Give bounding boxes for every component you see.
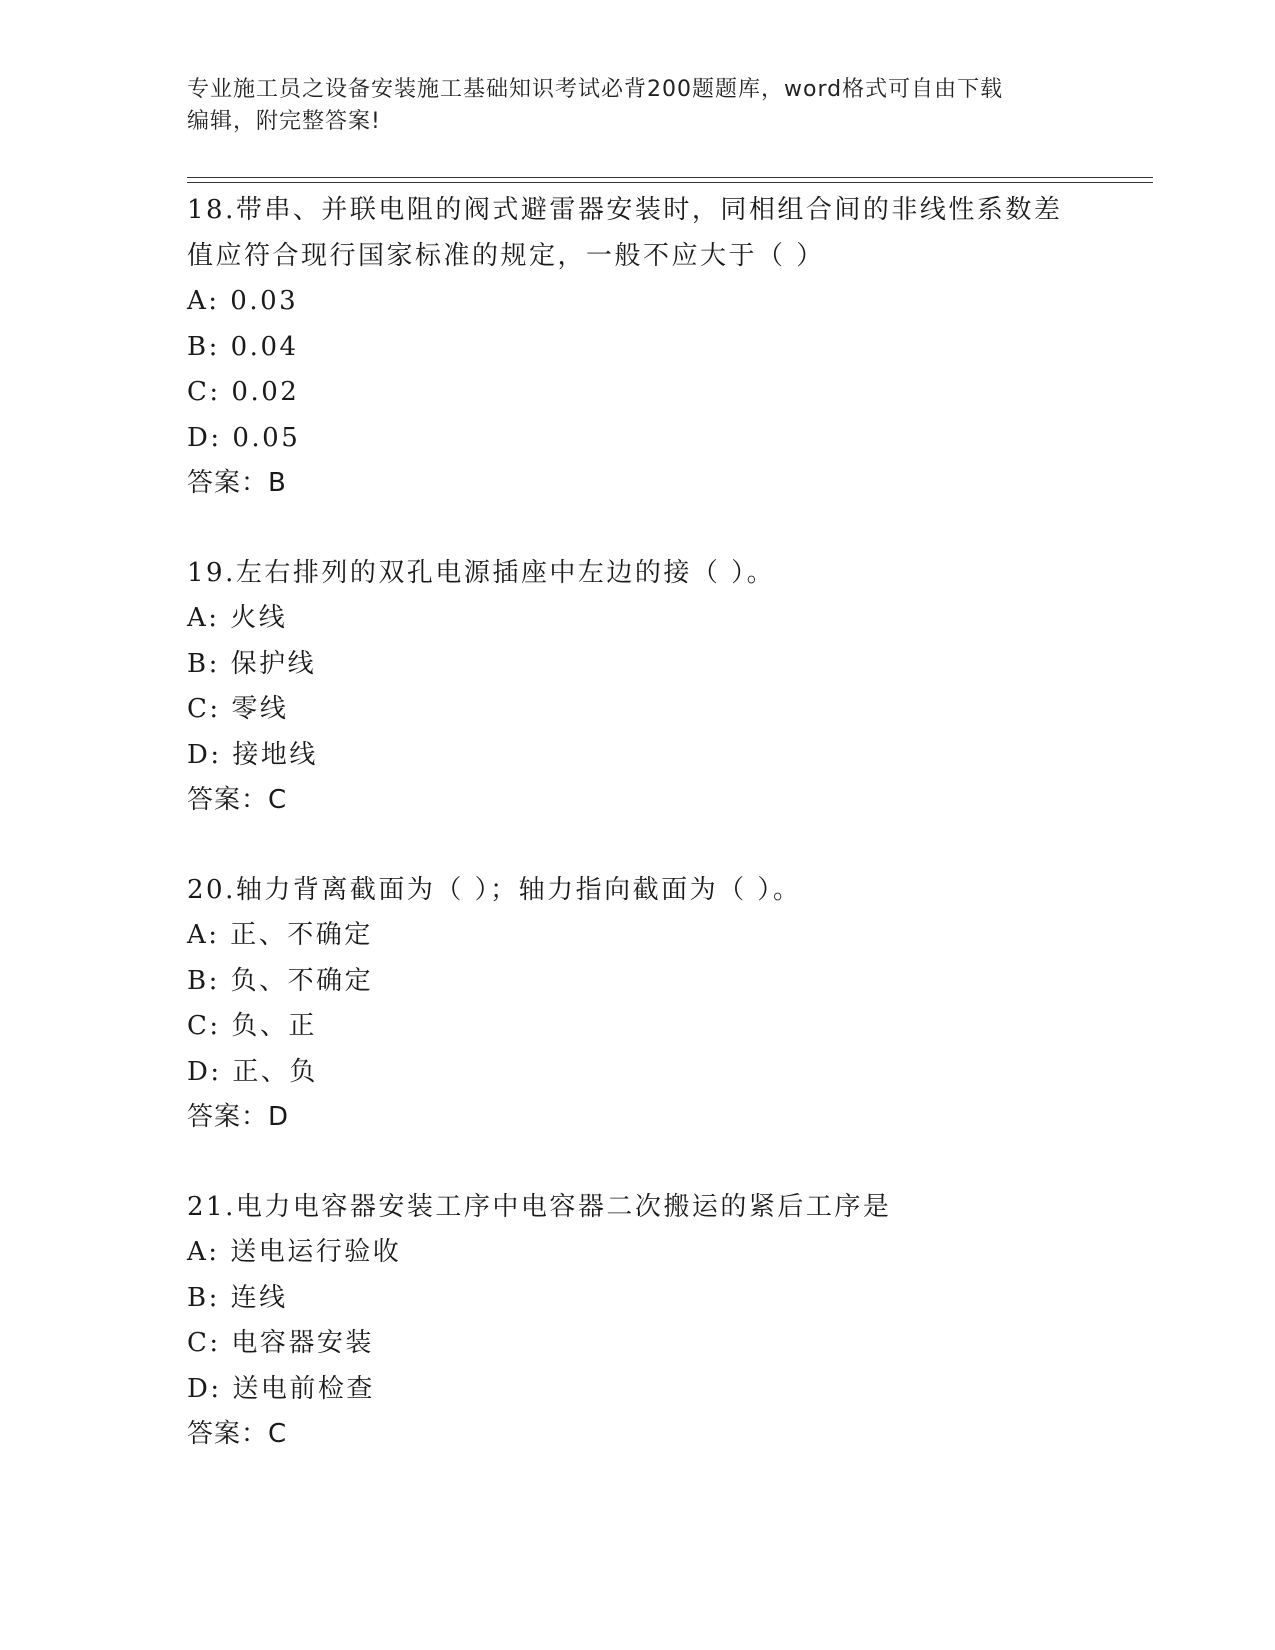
option-b: B: 保护线 (187, 648, 317, 679)
question-stem: 20.轴力背离截面为（ ）；轴力指向截面为（ ）。 (187, 874, 802, 905)
header-divider-top (187, 177, 1153, 178)
header-line-1: 专业施工员之设备安装施工基础知识考试必背200题题库，word格式可自由下载 (187, 77, 1004, 102)
question-list (187, 188, 1087, 1458)
question-spacer (187, 824, 1087, 868)
question-stem: 18.带串、并联电阻的阀式避雷器安装时，同相组合间的非线性系数差 (187, 195, 1063, 225)
answer: 答案：C (187, 1419, 288, 1449)
option-d: D: 送电前检查 (187, 1373, 375, 1404)
option-b: B: 0.04 (187, 331, 299, 362)
option-a: A: 火线 (187, 603, 288, 633)
answer: 答案：C (187, 785, 288, 815)
question-stem-continued: 值应符合现行国家标准的规定，一般不应大于（ ） (187, 240, 825, 271)
option-d: D: 接地线 (187, 739, 318, 770)
header-divider-bottom (187, 182, 1153, 183)
question-20 (187, 868, 1087, 1141)
option-a: A: 正、不确定 (187, 920, 373, 950)
question-stem: 19.左右排列的双孔电源插座中左边的接（ ）。 (187, 557, 776, 588)
option-b: B: 连线 (187, 1282, 288, 1313)
option-b: B: 负、不确定 (187, 965, 374, 996)
option-c: C: 电容器安装 (187, 1328, 374, 1358)
option-c: C: 0.02 (187, 377, 300, 407)
option-c: C: 零线 (187, 694, 289, 724)
answer: 答案：D (187, 1102, 290, 1132)
option-c: C: 负、正 (187, 1011, 317, 1041)
header-line-2: 编辑，附完整答案! (187, 109, 381, 134)
question-spacer (187, 1141, 1087, 1185)
answer: 答案：B (187, 468, 287, 498)
option-a: A: 送电运行验收 (187, 1237, 402, 1267)
question-stem: 21.电力电容器安装工序中电容器二次搬运的紧后工序是 (187, 1191, 892, 1222)
question-18 (187, 188, 1087, 507)
option-d: D: 0.05 (187, 422, 301, 453)
question-21 (187, 1185, 1087, 1458)
question-spacer (187, 507, 1087, 551)
document-header (187, 74, 1067, 138)
option-a: A: 0.03 (187, 286, 299, 316)
question-19 (187, 551, 1087, 824)
option-d: D: 正、负 (187, 1056, 318, 1087)
